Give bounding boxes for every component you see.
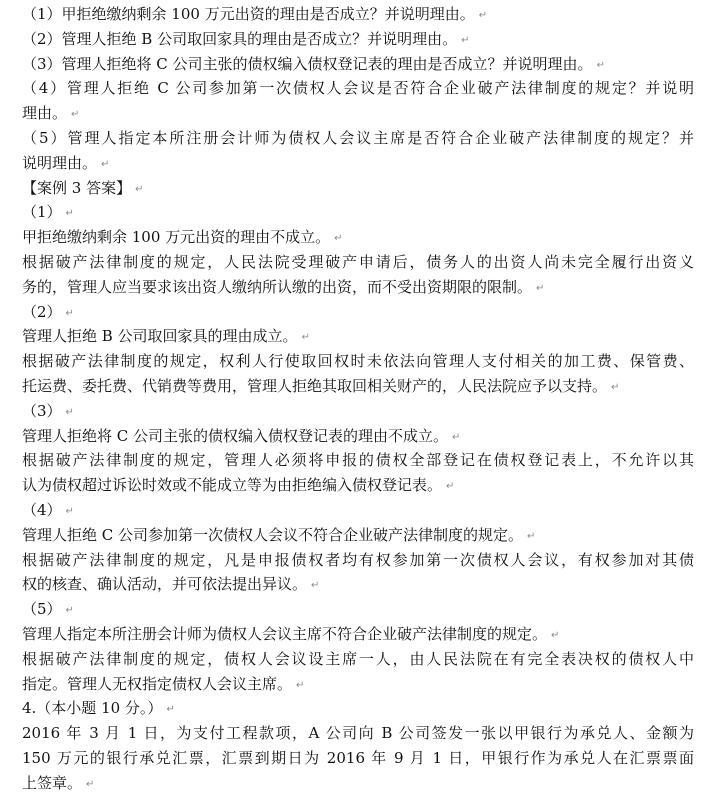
paragraph-mark: ↵ [65, 505, 74, 517]
text-line: （1）甲拒绝缴纳剩余 100 万元出资的理由是否成立？并说明理由。 ↵ [22, 5, 488, 23]
text-line: 150 万元的银行承兑汇票，汇票到期日为 2016 年 9 月 1 日，甲银行作为承兑人在汇票票面 [22, 748, 694, 767]
paragraph-mark: ↵ [596, 59, 605, 71]
text-line: （5）管理人指定本所注册会计师为债权人会议主席是否符合企业破产法律制度的规定？并 [22, 128, 694, 147]
paragraph-mark: ↵ [527, 530, 536, 542]
text-line: 根据破产法律制度的规定，人民法院受理破产申请后，债务人的出资人尚未完全履行出资义 [22, 252, 694, 271]
answer-number: （2） ↵ [22, 302, 74, 321]
paragraph-mark: ↵ [611, 381, 620, 393]
paragraph-mark: ↵ [536, 282, 545, 294]
paragraph-mark: ↵ [86, 778, 95, 790]
paragraph-mark: ↵ [452, 431, 461, 443]
text-line: （4）管理人拒绝 C 公司参加第一次债权人会议是否符合企业破产法律制度的规定？并说明 [22, 79, 694, 98]
section-heading: 【案例 3 答案】 ↵ [22, 178, 144, 197]
text-line: 上签章。 ↵ [22, 773, 95, 792]
text-line: 认为债权超过诉讼时效或不能成立等为由拒绝编入债权登记表。 ↵ [22, 476, 455, 495]
document-page [22, 2, 694, 796]
paragraph-mark: ↵ [311, 580, 320, 592]
answer-number: （3） ↵ [22, 401, 74, 420]
text-line: 管理人拒绝将 C 公司主张的债权编入债权登记表的理由不成立。 ↵ [22, 426, 461, 445]
paragraph-mark: ↵ [65, 307, 74, 319]
paragraph-mark: ↵ [166, 704, 175, 716]
text-line: 根据破产法律制度的规定，权利人行使取回权时未依法向管理人支付相关的加工费、保管费、 [22, 352, 694, 371]
paragraph-mark: ↵ [101, 158, 110, 170]
text-line: 根据破产法律制度的规定，凡是申报债权者均有权参加第一次债权人会议，有权参加对其债 [22, 550, 694, 569]
paragraph-mark: ↵ [71, 109, 80, 121]
paragraph-mark: ↵ [65, 605, 74, 617]
answer-number: （1） ↵ [22, 203, 74, 222]
text-line: 甲拒绝缴纳剩余 100 万元出资的理由不成立。 ↵ [22, 228, 343, 247]
text-line: 务的，管理人应当要求该出资人缴纳所认缴的出资，而不受出资期限的限制。 ↵ [22, 277, 545, 296]
text-line: 管理人拒绝 C 公司参加第一次债权人会议不符合企业破产法律制度的规定。 ↵ [22, 525, 536, 544]
text-line: 权的核查、确认活动，并可依法提出异议。 ↵ [22, 575, 320, 594]
text-line: （2）管理人拒绝 B 公司取回家具的理由是否成立？并说明理由。 ↵ [22, 29, 470, 48]
text-line: 2016 年 3 月 1 日，为支付工程款项，A 公司向 B 公司签发一张以甲银行为承兑人、金额为 [22, 724, 694, 743]
paragraph-mark: ↵ [65, 208, 74, 220]
text-line: （3）管理人拒绝将 C 公司主张的债权编入债权登记表的理由是否成立？并说明理由。 ↵ [22, 54, 605, 73]
paragraph-mark: ↵ [551, 629, 560, 641]
paragraph-mark: ↵ [65, 406, 74, 418]
text-line: 根据破产法律制度的规定，债权人会议设主席一人，由人民法院在有完全表决权的债权人中 [22, 649, 694, 668]
text-line: 指定。管理人无权指定债权人会议主席。 ↵ [22, 674, 305, 693]
paragraph-mark: ↵ [446, 481, 455, 493]
text-line: 理由。 ↵ [22, 104, 80, 123]
text-line: 根据破产法律制度的规定，管理人必须将申报的债权全部登记在债权登记表上，不允许以其 [22, 451, 694, 470]
paragraph-mark: ↵ [296, 679, 305, 691]
text-line: 托运费、委托费、代销费等费用，管理人拒绝其取回相关财产的，人民法院应予以支持。 ↵ [22, 376, 620, 395]
paragraph-mark: ↵ [135, 183, 144, 195]
paragraph-mark: ↵ [461, 34, 470, 46]
answer-number: （4） ↵ [22, 500, 74, 519]
answer-number: （5） ↵ [22, 600, 74, 619]
text-line: 管理人拒绝 B 公司取回家具的理由成立。 ↵ [22, 327, 310, 346]
text-line: 说明理由。 ↵ [22, 153, 110, 172]
paragraph-mark: ↵ [301, 332, 310, 344]
paragraph-mark: ↵ [478, 10, 488, 21]
paragraph-mark: ↵ [334, 233, 343, 245]
text-line: 管理人指定本所注册会计师为债权人会议主席不符合企业破产法律制度的规定。 ↵ [22, 624, 560, 643]
question-heading: 4.（本小题 10 分。） ↵ [22, 699, 175, 718]
